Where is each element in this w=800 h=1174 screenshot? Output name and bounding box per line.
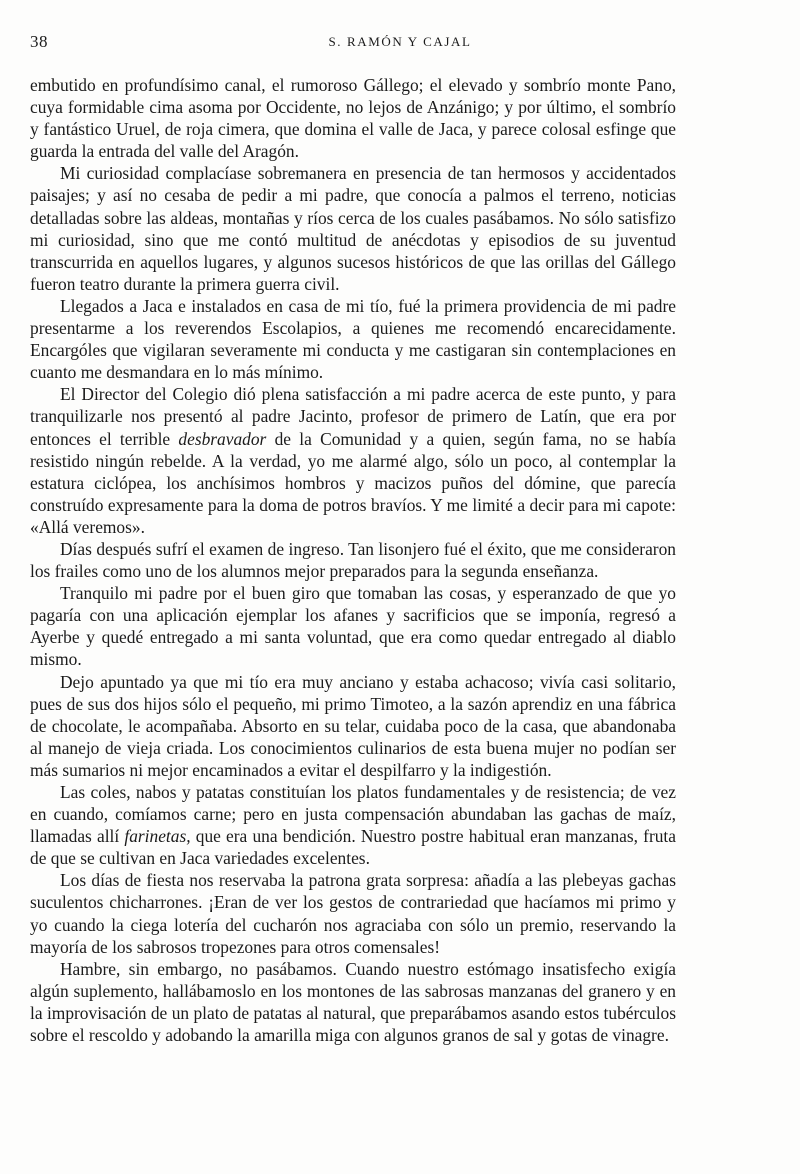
paragraph-9: Los días de fiesta nos reservaba la patrona grata sorpresa: añadía a las plebeyas gachas suculentos chicharrones. ¡Eran de ver los gestos de contrariedad que hacíamos mi primo y yo cuando la ciega lotería del cucharón nos agraciaba con sólo un premio, reservando la mayoría de los sabrosos tropezones para otros comensales! xyxy=(30,870,676,957)
page-number: 38 xyxy=(30,32,48,51)
paragraph-7: Dejo apuntado ya que mi tío era muy anciano y estaba achacoso; vivía casi solitario, pues de sus dos hijos sólo el pequeño, mi primo Timoteo, a la sazón aprendiz en una fábrica de chocolate, le acompañaba. Absorto en su telar, cuidaba poco de la casa, que abandonaba al manejo de vieja criada. Los conocimientos culinarios de esta buena mujer no podían ser más sumarios ni mejor encaminados a evitar el despilfarro y la indigestión. xyxy=(30,671,676,780)
paragraph-4-after: de la Comunidad y a quien, según fama, no se había resistido ningún rebelde. A la verdad, yo me alarmé algo, sólo un poco, al contemplar la estatura ciclópea, los anchísimos hombros y macizos puños del dómine, que parecía construído expresamente para la doma de potros bravíos. Y me limité a decir para mi capote: «Allá veremos». xyxy=(30,428,676,537)
paragraph-1: embutido en profundísimo canal, el rumoroso Gállego; el elevado y sombrío monte Pano, cuya formidable cima asoma por Occidente, no lejos de Anzánigo; y por último, el sombrío y fantástico Uruel, de roja cimera, que domina el valle de Jaca, y parece colosal esfinge que guarda la entrada del valle del Aragón. xyxy=(30,75,676,162)
running-header xyxy=(30,32,770,56)
paragraph-4-italic: desbravador xyxy=(178,428,267,449)
body-text xyxy=(30,74,676,1046)
paragraph-6: Tranquilo mi padre por el buen giro que tomaban las cosas, y esperanzado de que yo pagaría con una aplicación ejemplar los afanes y sacrificios que se imponía, regresó a Ayerbe y quedé entregado a mi santa voluntad, que era como quedar entregado al diablo mismo. xyxy=(30,583,676,670)
running-title: S. RAMÓN Y CAJAL xyxy=(328,34,472,49)
paragraph-4 xyxy=(30,383,676,538)
paragraph-8-after: que era una bendición. Nuestro postre habitual eran manzanas, fruta de que se cultivan en Jaca variedades excelentes. xyxy=(30,826,676,869)
paragraph-3: Llegados a Jaca e instalados en casa de mi tío, fué la primera providencia de mi padre presentarme a los reverendos Escolapios, a quienes me recomendó encarecidamente. Encargóles que vigilaran severamente mi conducta y me castigaran sin contemplaciones en cuanto me desmandara en lo más mínimo. xyxy=(30,295,676,383)
paragraph-5: Días después sufrí el examen de ingreso. Tan lisonjero fué el éxito, que me consideraron los frailes como uno de los alumnos mejor preparados para la segunda enseñanza. xyxy=(30,538,676,582)
paragraph-8-before: Las coles, nabos y patatas constituían los platos fundamentales y de resistencia; de vez en cuando, comíamos carne; pero en justa compensación abundaban las gachas de maíz, llamadas allí xyxy=(30,782,676,847)
paragraph-2: Mi curiosidad complacíase sobremanera en presencia de tan hermosos y accidentados paisajes; y así no cesaba de pedir a mi padre, que conocía a palmos el terreno, noticias detalladas sobre las aldeas, montañas y ríos cerca de los cuales pasábamos. No sólo satisfizo mi curiosidad, sino que me contó multitud de anécdotas y episodios de su juventud transcurrida en aquellos lugares, y algunos sucesos históricos de que las orillas del Gállego fueron teatro durante la primera guerra civil. xyxy=(30,163,676,294)
paragraph-8-italic: farinetas, xyxy=(124,826,191,847)
paragraph-10: Hambre, sin embargo, no pasábamos. Cuando nuestro estómago insatisfecho exigía algún suplemento, hallábamoslo en los montones de las sabrosas manzanas del granero y en la improvisación de un plato de patatas al natural, que preparábamos asando estos tubérculos sobre el rescoldo y adobando la amarilla miga con algunos granos de sal y gotas de vinagre. xyxy=(30,958,676,1046)
paragraph-8 xyxy=(30,781,676,869)
paragraph-4-before: El Director del Colegio dió plena satisfacción a mi padre acerca de este punto, y para tranquilizarle nos presentó al padre Jacinto, profesor de primero de Latín, que era por entonces el terrible xyxy=(30,384,676,449)
